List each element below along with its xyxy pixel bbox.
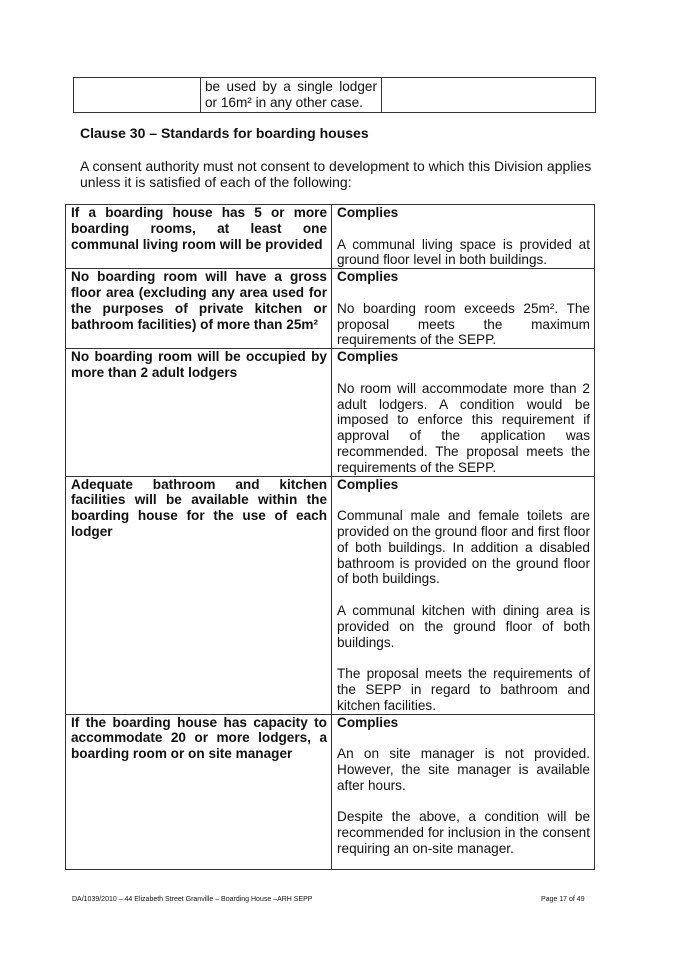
section-heading: Clause 30 – Standards for boarding houses xyxy=(80,125,369,141)
assessment-cell xyxy=(332,349,595,476)
criterion-cell: No boarding room will be occupied by more than 2 adult lodgers xyxy=(66,349,332,476)
assessment-cell xyxy=(332,269,595,349)
assessment-paragraph: A communal kitchen with dining area is provided on the ground floor of both buildings. xyxy=(337,602,590,650)
assessment-paragraph: No room will accommodate more than 2 adult lodgers. A condition would be imposed to enforce this requirement if approval of the application was recommended. The proposal meets the requirements of the SEPP. xyxy=(337,380,590,475)
continuation-cell-2: be used by a single lodger or 16m² in any other case. xyxy=(201,78,382,113)
assessment-cell xyxy=(332,714,595,869)
page-number: Page 17 of 49 xyxy=(541,896,585,903)
table-row xyxy=(66,476,595,714)
status-text: Complies xyxy=(337,349,399,365)
table-row xyxy=(74,78,596,113)
criterion-cell: Adequate bathroom and kitchen facilities will be available within the boarding house for the use of each lodger xyxy=(66,476,332,714)
assessment-cell xyxy=(332,476,595,714)
continuation-cell-1 xyxy=(74,78,201,113)
status-text: Complies xyxy=(337,714,399,730)
table-row xyxy=(66,205,595,269)
assessment-paragraph: Communal male and female toilets are provided on the ground floor and first floor of both buildings. In addition a disabled bathroom is provided on the ground floor of both buildings. xyxy=(337,508,590,587)
assessment-paragraph: A communal living space is provided at ground floor level in both buildings. xyxy=(337,236,590,268)
standards-table xyxy=(65,204,595,870)
table-row xyxy=(66,269,595,349)
status-text: Complies xyxy=(337,205,399,220)
table-row xyxy=(66,349,595,476)
assessment-paragraph: The proposal meets the requirements of the SEPP in regard to bathroom and kitchen facilities. xyxy=(337,666,590,713)
intro-paragraph: A consent authority must not consent to development to which this Division applies unless it is satisfied of each of the following: xyxy=(80,158,592,190)
assessment-paragraph: An on site manager is not provided. However, the site manager is available after hours. xyxy=(337,746,590,793)
criterion-cell: If a boarding house has 5 or more boarding rooms, at least one communal living room will be provided xyxy=(66,205,332,269)
status-text: Complies xyxy=(337,269,399,285)
continuation-cell-3 xyxy=(382,78,596,113)
continuation-table xyxy=(73,77,596,113)
assessment-paragraph: No boarding room exceeds 25m². The proposal meets the maximum requirements of the SEPP. xyxy=(337,300,590,348)
assessment-cell xyxy=(332,205,595,269)
criterion-cell: If the boarding house has capacity to accommodate 20 or more lodgers, a boarding room or on site manager xyxy=(66,714,332,869)
assessment-paragraph: Despite the above, a condition will be recommended for inclusion in the consent requiring an on-site manager. xyxy=(337,809,590,856)
footer-reference: DA/1039/2010 – 44 Elizabeth Street Granville – Boarding House –ARH SEPP xyxy=(72,896,313,903)
criterion-cell: No boarding room will have a gross floor area (excluding any area used for the purposes of private kitchen or bathroom facilities) of more than 25m² xyxy=(66,269,332,349)
table-row xyxy=(66,714,595,869)
status-text: Complies xyxy=(337,476,399,492)
